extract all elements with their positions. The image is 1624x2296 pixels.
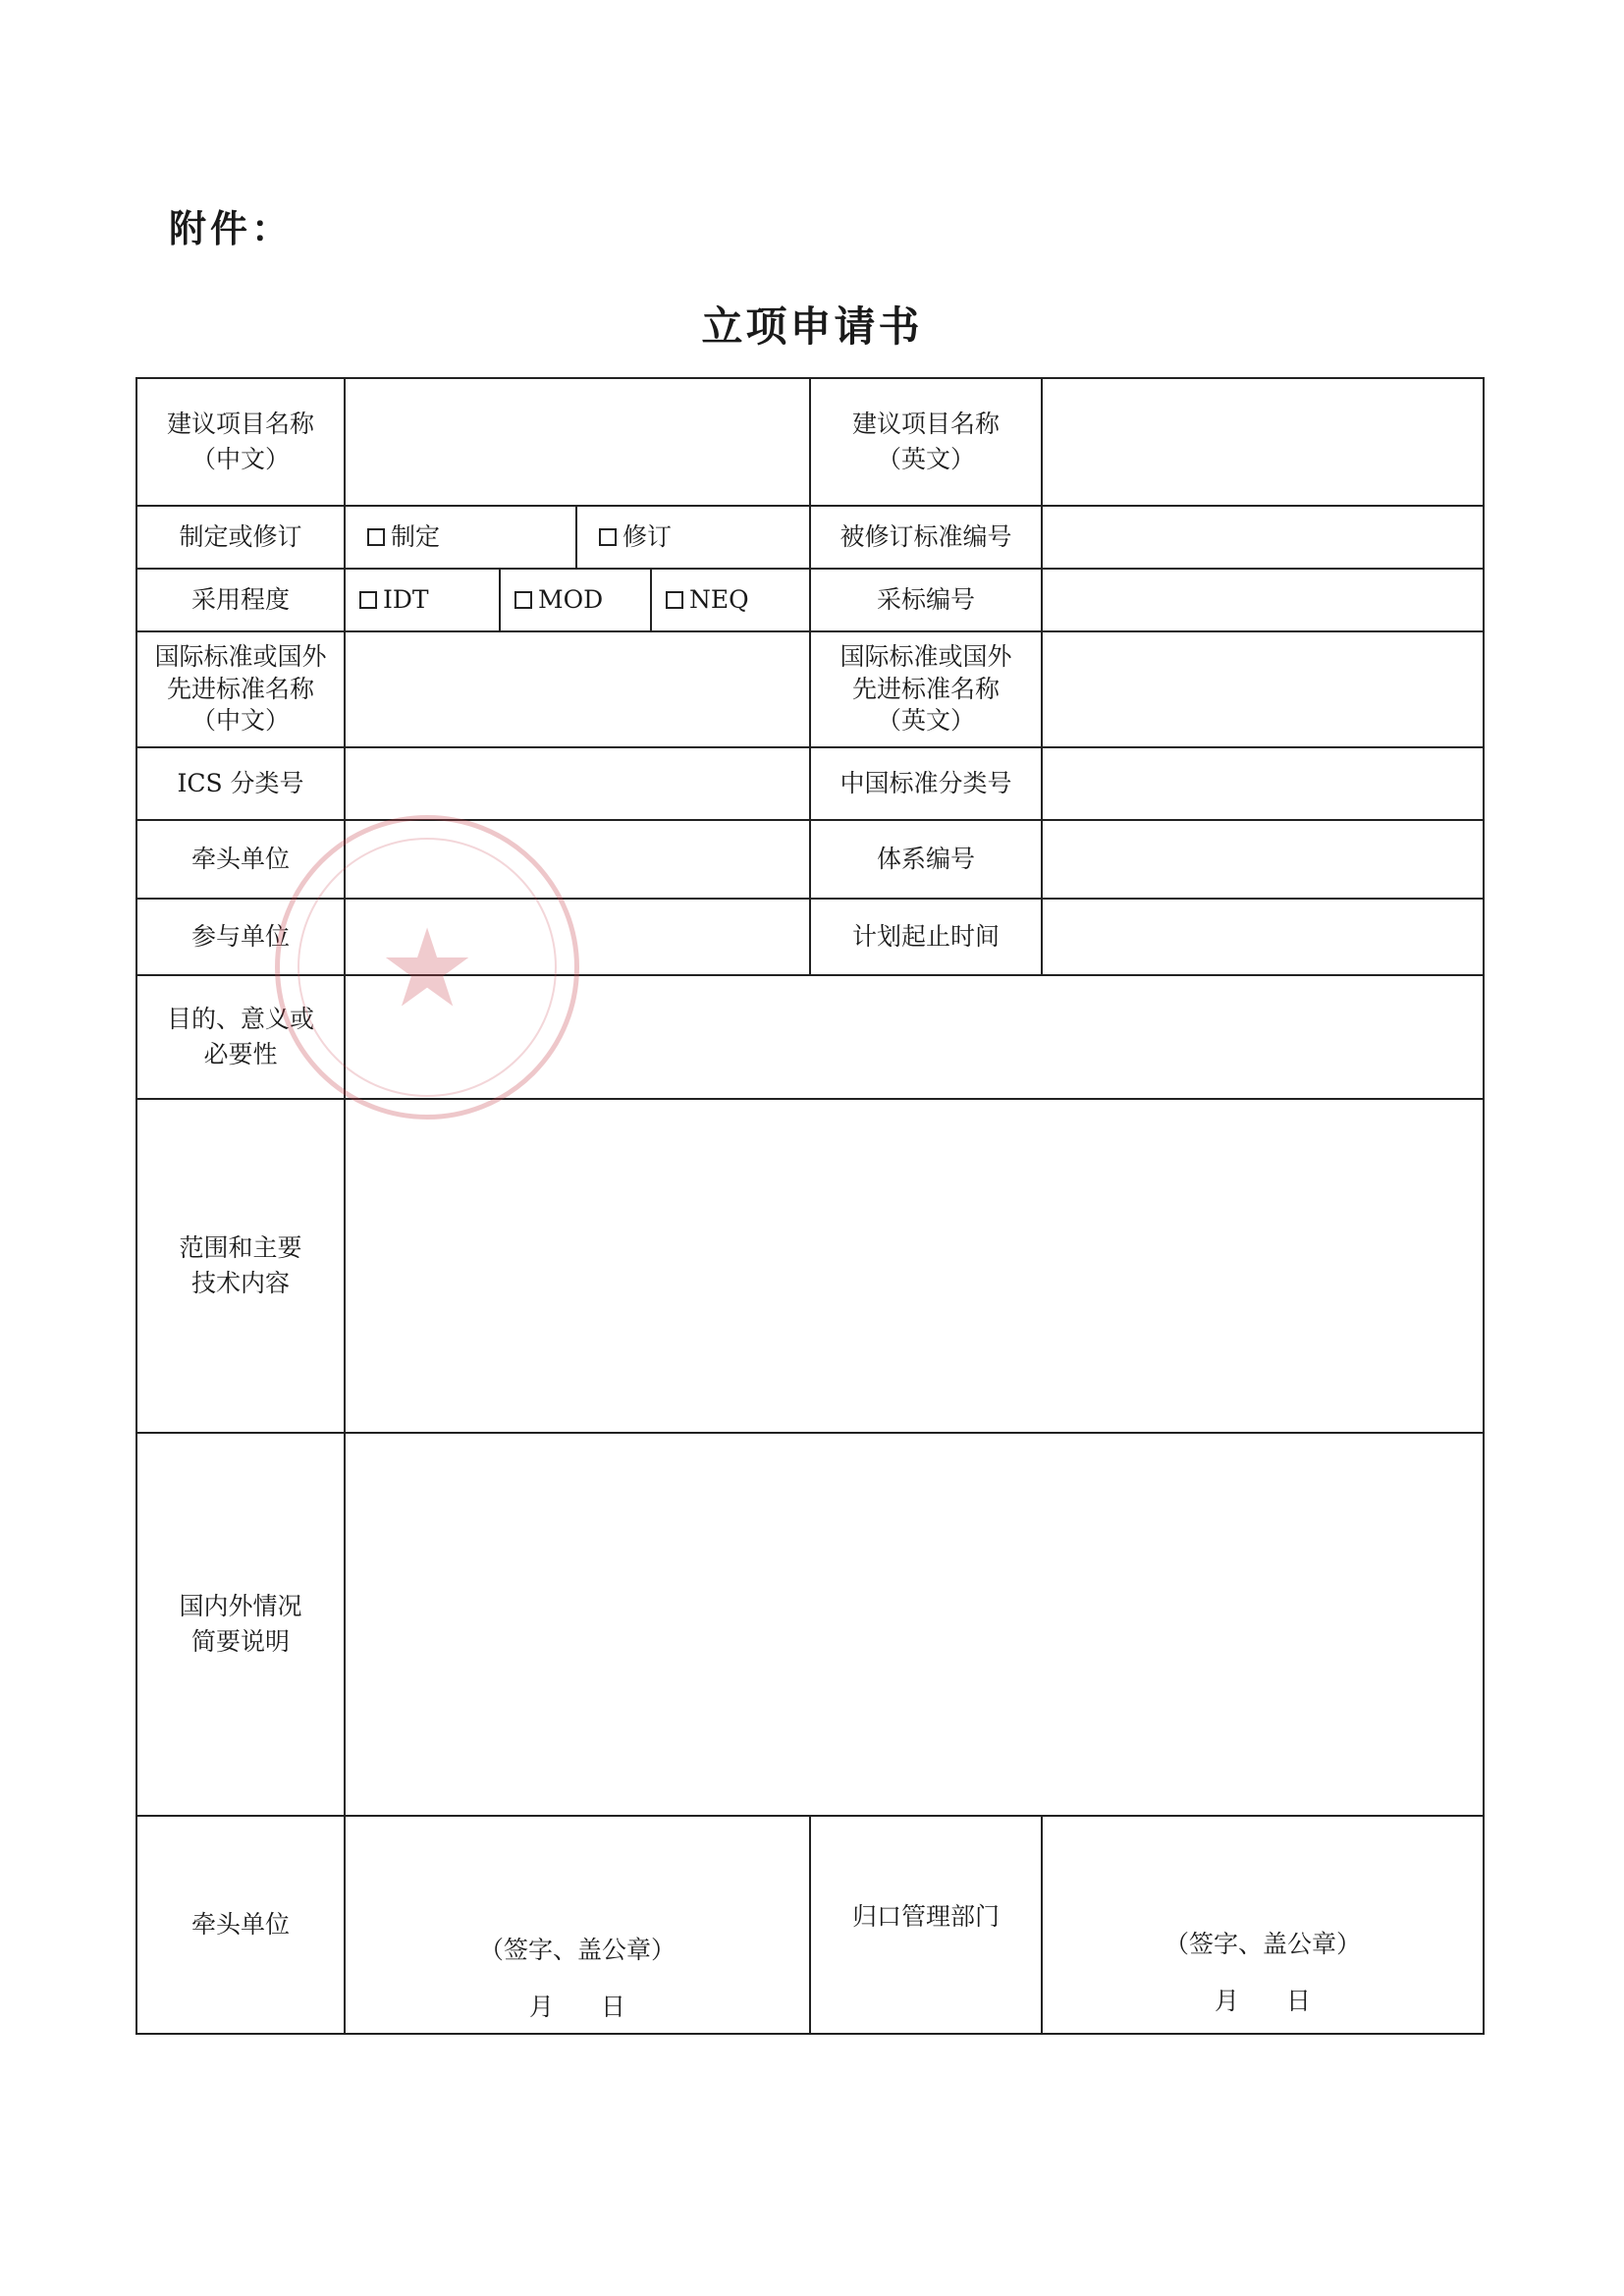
- option-revise[interactable]: [575, 507, 809, 568]
- adopted-std-no-label: 采标编号: [810, 569, 1042, 631]
- purpose-field[interactable]: [345, 975, 1484, 1099]
- ccs-field[interactable]: [1042, 747, 1484, 820]
- project-name-en-field[interactable]: [1042, 378, 1484, 506]
- adopted-std-no-field[interactable]: [1042, 569, 1484, 631]
- intl-std-en-line1: 国际标准或国外: [839, 642, 1012, 672]
- intl-std-cn-line3: （中文）: [190, 706, 290, 736]
- option-formulate[interactable]: [346, 507, 575, 568]
- formulate-revise-label: 制定或修订: [136, 506, 345, 569]
- row-participants: [136, 899, 1484, 975]
- intl-std-en-line2: 先进标准名称: [851, 674, 1000, 703]
- row-formulate-revise: [136, 506, 1484, 569]
- project-name-cn-field[interactable]: [345, 378, 810, 506]
- intl-std-cn-line1: 国际标准或国外: [154, 642, 327, 672]
- scope-label: [136, 1099, 345, 1433]
- plan-time-field[interactable]: [1042, 899, 1484, 975]
- project-name-cn-text: 建议项目名称: [166, 409, 314, 438]
- option-neq[interactable]: [650, 570, 809, 630]
- option-idt[interactable]: [346, 570, 499, 630]
- project-name-cn-label: [136, 378, 345, 506]
- project-name-en-label: [810, 378, 1042, 506]
- attachment-label: 附件：: [169, 207, 294, 250]
- row-lead-unit: [136, 820, 1484, 899]
- option-mod[interactable]: [499, 570, 650, 630]
- situation-line1: 国内外情况: [179, 1591, 302, 1620]
- revised-std-no-label: 被修订标准编号: [810, 506, 1042, 569]
- sign-lead-area[interactable]: [345, 1816, 810, 2034]
- checkbox-neq[interactable]: [666, 591, 683, 609]
- situation-label: [136, 1433, 345, 1816]
- scope-line2: 技术内容: [190, 1269, 290, 1297]
- scope-field[interactable]: [345, 1099, 1484, 1433]
- intl-std-en-field[interactable]: [1042, 631, 1484, 747]
- row-situation: [136, 1433, 1484, 1816]
- ics-field[interactable]: [345, 747, 810, 820]
- lead-unit-field[interactable]: [345, 820, 810, 899]
- lead-unit-label: 牵头单位: [136, 820, 345, 899]
- participants-label: 参与单位: [136, 899, 345, 975]
- intl-std-en-label: [810, 631, 1042, 747]
- project-name-en-text: 建议项目名称: [851, 409, 1000, 438]
- ccs-label: 中国标准分类号: [810, 747, 1042, 820]
- row-classification: [136, 747, 1484, 820]
- option-formulate-label: 制定: [391, 521, 441, 551]
- ics-label: ICS 分类号: [136, 747, 345, 820]
- formulate-revise-options: [345, 506, 810, 569]
- row-intl-standard: [136, 631, 1484, 747]
- scope-line1: 范围和主要: [179, 1232, 302, 1262]
- sign-dept-date: 月 日: [1215, 1987, 1311, 2015]
- sign-lead-date: 月 日: [529, 1993, 625, 2021]
- system-no-label: 体系编号: [810, 820, 1042, 899]
- option-revise-label: 修订: [623, 521, 673, 551]
- intl-std-en-line3: （英文）: [876, 706, 975, 736]
- plan-time-label: 计划起止时间: [810, 899, 1042, 975]
- checkbox-formulate[interactable]: [367, 528, 385, 546]
- option-neq-label: NEQ: [689, 584, 749, 614]
- row-project-name: [136, 378, 1484, 506]
- purpose-line2: 必要性: [203, 1040, 278, 1068]
- row-adoption: [136, 569, 1484, 631]
- application-form-table: [135, 377, 1485, 2035]
- checkbox-idt[interactable]: [359, 591, 377, 609]
- system-no-field[interactable]: [1042, 820, 1484, 899]
- intl-std-cn-field[interactable]: [345, 631, 810, 747]
- purpose-line1: 目的、意义或: [166, 1004, 314, 1033]
- seal-star-icon: ★: [378, 905, 476, 1031]
- row-signatures: [136, 1816, 1484, 2034]
- sign-lead-label: 牵头单位: [136, 1816, 345, 2034]
- project-name-cn-sub: （中文）: [190, 445, 290, 473]
- checkbox-mod[interactable]: [514, 591, 532, 609]
- checkbox-revise[interactable]: [599, 528, 617, 546]
- sign-dept-area[interactable]: [1042, 1816, 1484, 2034]
- option-mod-label: MOD: [538, 584, 604, 614]
- revised-std-no-field[interactable]: [1042, 506, 1484, 569]
- intl-std-cn-line2: 先进标准名称: [166, 674, 314, 703]
- project-name-en-sub: （英文）: [876, 445, 975, 473]
- participants-field[interactable]: [345, 899, 810, 975]
- option-idt-label: IDT: [383, 584, 429, 614]
- dept-label: 归口管理部门: [810, 1816, 1042, 2034]
- situation-line2: 简要说明: [190, 1627, 290, 1656]
- form-title: 立项申请书: [701, 302, 923, 351]
- adoption-options: [345, 569, 810, 631]
- situation-field[interactable]: [345, 1433, 1484, 1816]
- row-purpose: [136, 975, 1484, 1099]
- intl-std-cn-label: [136, 631, 345, 747]
- row-scope: [136, 1099, 1484, 1433]
- adoption-label: 采用程度: [136, 569, 345, 631]
- sign-lead-note: （签字、盖公章）: [478, 1936, 676, 1964]
- sign-dept-note: （签字、盖公章）: [1164, 1930, 1361, 1958]
- purpose-label: [136, 975, 345, 1099]
